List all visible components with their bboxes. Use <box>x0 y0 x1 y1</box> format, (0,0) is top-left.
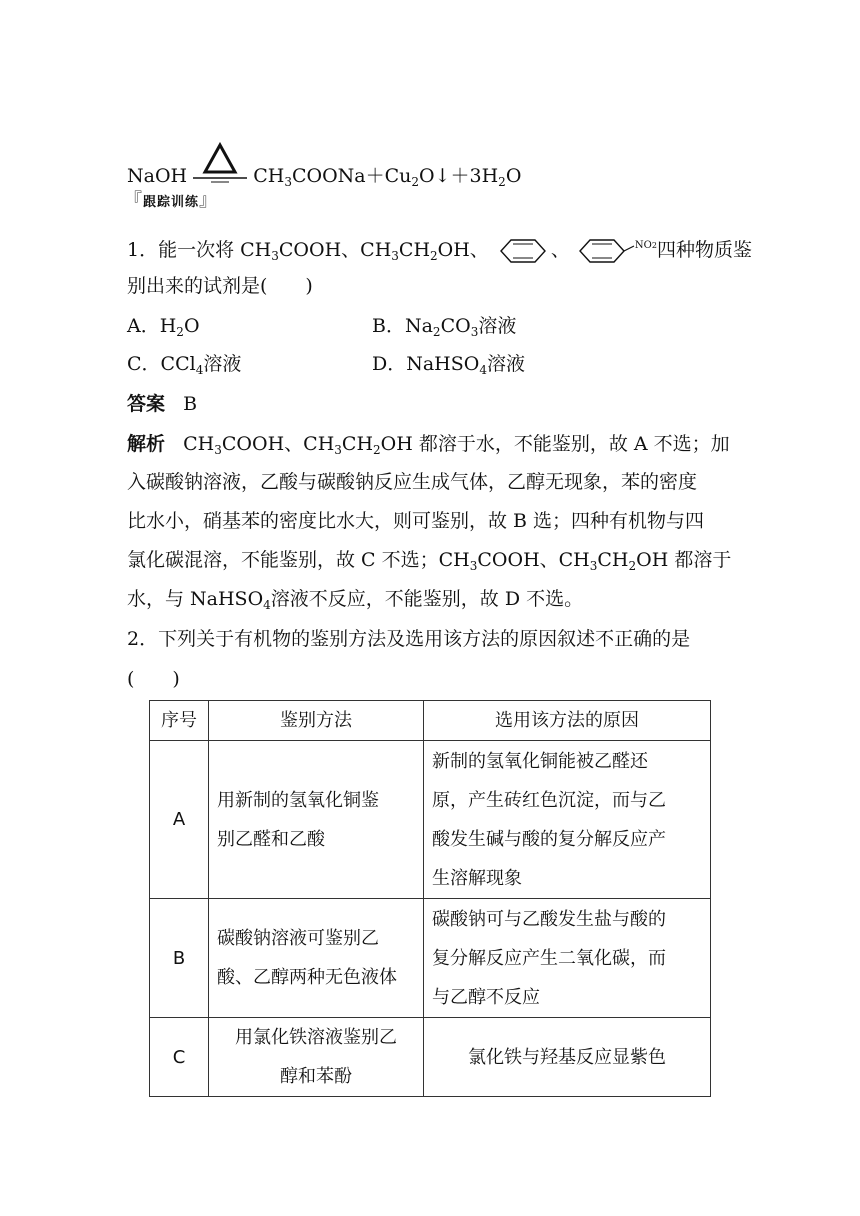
q1-stem-line2: 别出来的试剂是( ) <box>127 275 313 297</box>
row-method: 用氯化铁溶液鉴别乙 醇和苯酚 <box>209 1018 424 1097</box>
row-method: 碳酸钠溶液可鉴别乙 酸、乙醇两种无色液体 <box>209 899 424 1018</box>
q2-table <box>149 700 711 1097</box>
q1-stem-line1: 1．能一次将 $CH_3COOH$、$CH_3CH_2OH$、 、 $^{NO2}$四种物质鉴 <box>127 239 752 263</box>
row-reason: 氯化铁与羟基反应显紫色 <box>424 1018 711 1097</box>
q1-option-c[interactable]: C．CCl$_4$溶液 <box>127 353 242 377</box>
q1-analysis-line4: 氯化碳混溶，不能鉴别，故 C 不选；$CH_3COOH$、$CH_3CH_2OH$ 都溶于 <box>127 549 732 573</box>
q1-option-d[interactable]: D．NaHSO$_4$溶液 <box>372 353 526 377</box>
section-tag: 『跟踪训练』 <box>124 190 219 211</box>
table-row <box>150 741 711 899</box>
q2-stem-line2: ( ) <box>127 668 180 690</box>
row-id: B <box>150 899 209 1018</box>
row-id: A <box>150 741 209 899</box>
row-reason: 碳酸钠可与乙酸发生盐与酸的 复分解反应产生二氧化碳，而 与乙醇不反应 <box>424 899 711 1018</box>
q1-option-a[interactable]: A．$H_2O$ <box>127 315 200 339</box>
header-reason: 选用该方法的原因 <box>424 701 711 741</box>
q1-analysis-line3: 比水小，硝基苯的密度比水大，则可鉴别，故 B 选；四种有机物与四 <box>127 510 705 532</box>
q1-analysis-line1: 解析 $CH_3COOH$、$CH_3CH_2OH$ 都溶于水，不能鉴别，故 A 不选；加 <box>127 433 730 457</box>
q1-option-b[interactable]: B．$Na_2CO_3$溶液 <box>372 315 517 339</box>
row-reason: 新制的氢氧化铜能被乙醛还 原，产生砖红色沉淀，而与乙 酸发生碱与酸的复分解反应产 生溶解现象 <box>424 741 711 899</box>
heat-triangle-arrow-icon <box>191 142 249 186</box>
equation-left: NaOH <box>127 165 188 187</box>
row-id: C <box>150 1018 209 1097</box>
equation-right: $CH_3COONa+Cu_2O↓+3H_2O$ <box>253 165 522 189</box>
q1-analysis-line2: 入碳酸钠溶液，乙酸与碳酸钠反应生成气体，乙醇无现象，苯的密度 <box>127 471 698 493</box>
q1-answer <box>127 392 197 416</box>
header-method: 鉴别方法 <box>209 701 424 741</box>
header-index: 序号 <box>150 701 209 741</box>
row-method: 用新制的氢氧化铜鉴 别乙醛和乙酸 <box>209 741 424 899</box>
answer-value: B <box>183 393 198 415</box>
no2-label: NO2 <box>634 240 657 251</box>
table-header-row <box>150 701 711 741</box>
table-row <box>150 1018 711 1097</box>
q1-analysis-line5: 水，与 NaHSO$_4$溶液不反应，不能鉴别，故 D 不选。 <box>127 588 584 612</box>
benzene-ring-icon <box>495 237 551 265</box>
table-row <box>150 899 711 1018</box>
analysis-label: 解析 <box>127 433 166 455</box>
answer-label: 答案 <box>127 393 166 415</box>
q2-stem-line1: 2．下列关于有机物的鉴别方法及选用该方法的原因叙述不正确的是 <box>127 628 691 650</box>
